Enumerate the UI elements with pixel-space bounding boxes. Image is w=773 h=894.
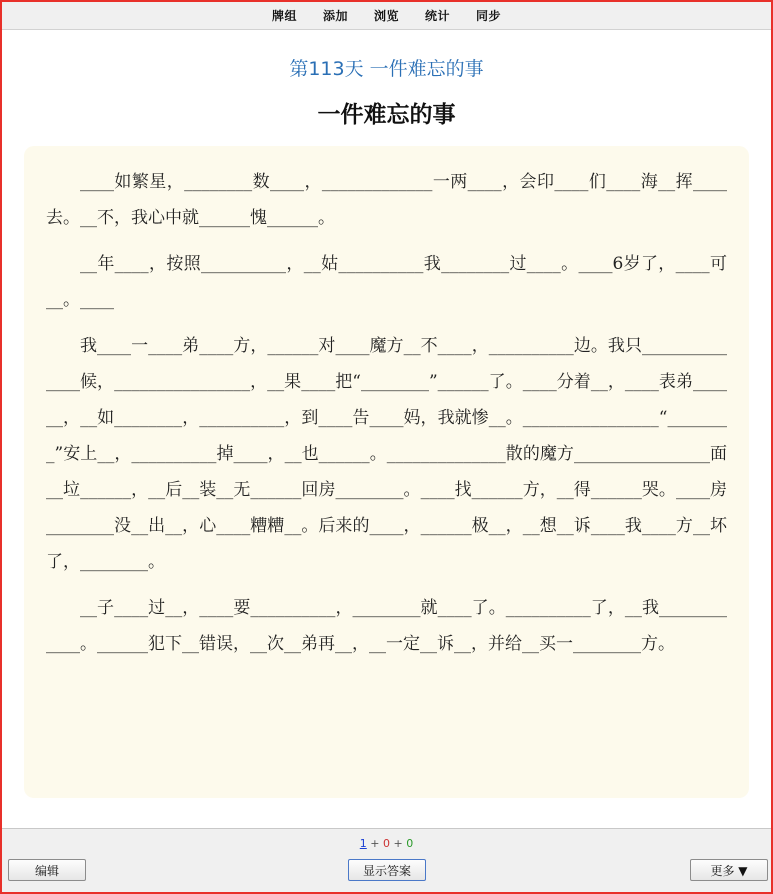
menu-add[interactable]: 添加 (322, 9, 348, 23)
edit-button[interactable]: 编辑 (8, 859, 86, 881)
show-answer-button[interactable]: 显示答案 (348, 859, 426, 881)
more-button[interactable]: 更多 ▼ (690, 859, 768, 881)
review-count: 0 (406, 837, 414, 850)
card-content-area (2, 30, 771, 828)
bottom-toolbar (2, 828, 771, 892)
day-title: 第113天 一件难忘的事 (289, 58, 484, 80)
count-separator: + (366, 837, 383, 850)
menu-stats[interactable]: 统计 (425, 9, 451, 23)
menu-decks[interactable]: 牌组 (271, 9, 297, 23)
learn-count: 0 (383, 837, 390, 850)
menu-browse[interactable]: 浏览 (373, 9, 399, 23)
paragraph-2: __年____，按照__________，__姑__________我________过____。____6岁了，____可__。____ (46, 254, 727, 310)
page-title: 一件难忘的事 (317, 102, 456, 128)
paragraph-4: __子____过__，____要__________，________就____了。__________了，__我____________。______犯下__错误，__次__弟再__，__一定__诉__，并给__买一________方。 (46, 598, 727, 654)
due-counts (2, 837, 771, 850)
new-count: 1 (359, 837, 367, 850)
paragraph-1: ____如繁星，________数____，_____________一两____，会印____们____海__挥____去。__不，我心中就______愧______。 (46, 172, 727, 228)
menu-sync[interactable]: 同步 (476, 9, 502, 23)
cloze-text-card (24, 146, 749, 798)
count-separator: + (390, 837, 407, 850)
top-menu-bar (2, 2, 771, 30)
paragraph-3: 我____一____弟____方，______对____魔方__不____，__________边。我只______________候，________________，__果____把“________”______了。____分着__，____表弟______，__如________，__________，到____告____妈，我就惨__。________________“________”安上__，__________掉____，__也______。______________散的魔方________________面__垃______，__后__装__无______回房________。____找______方，__得______哭。____房________没__出__，心____糟糟__。后来的____，______极__，__想__诉____我____方__坏了，________。 (46, 336, 727, 572)
